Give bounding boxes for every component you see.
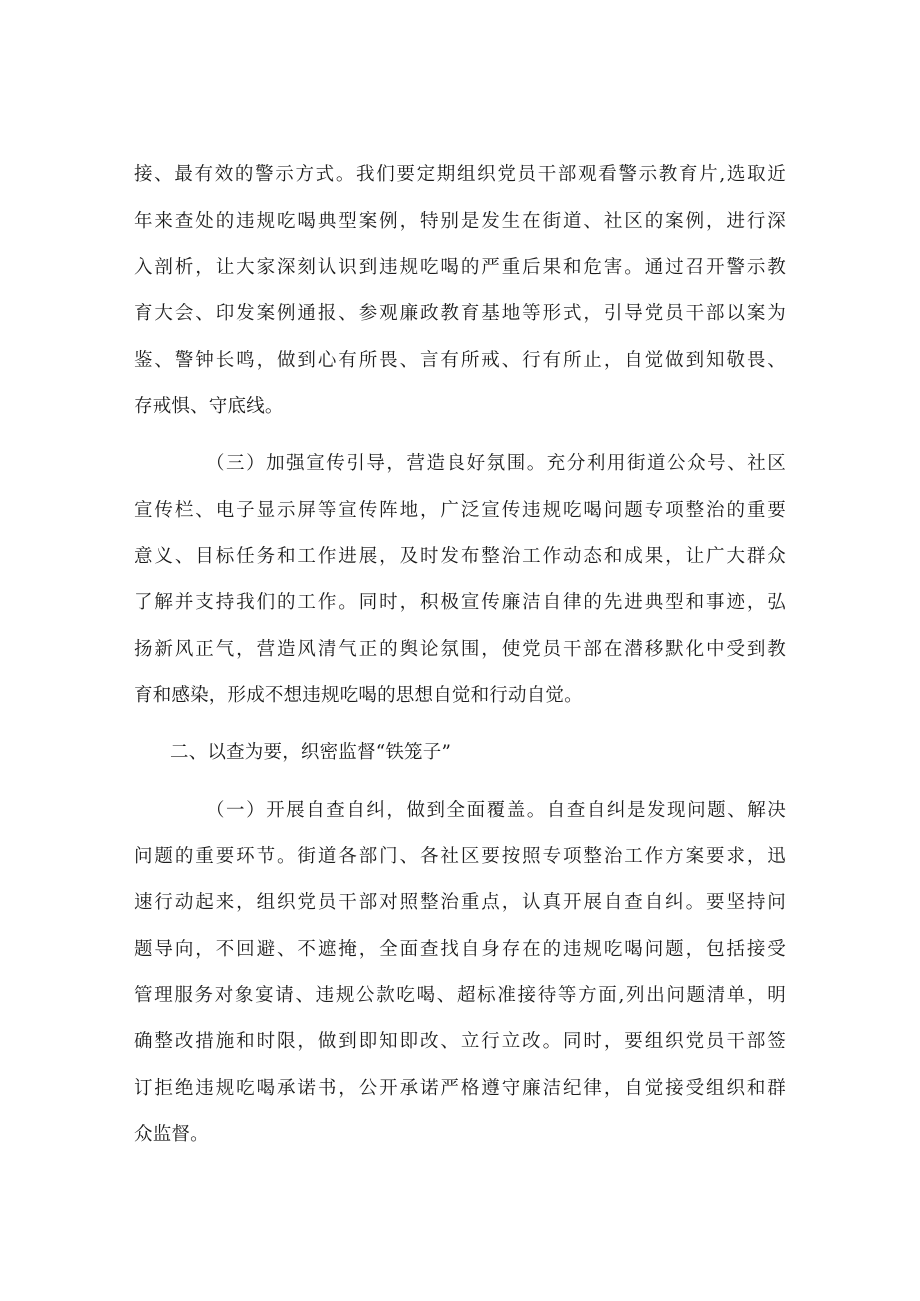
text-line: （一）开展自查自纠，做到全面覆盖。自查自纠是发现问题、解决 (206, 800, 786, 821)
text-line: 接、最有效的警示方式。我们要定期组织党员干部观看警示教育片,选取近 (134, 164, 786, 185)
text-line: 确整改措施和时限，做到即知即改、立行立改。同时，要组织党员干部签 (134, 1031, 786, 1052)
text-line: 意义、目标任务和工作进展，及时发布整治工作动态和成果，让广大群众 (134, 546, 786, 567)
text-line: 了解并支持我们的工作。同时，积极宣传廉洁自律的先进典型和事迹，弘 (134, 592, 786, 613)
text-line: 扬新风正气，营造风清气正的舆论氛围，使党员干部在潜移默化中受到教 (134, 639, 786, 660)
text-line: 存戒惧、守底线。 (134, 396, 284, 417)
text-line: 问题的重要环节。街道各部门、各社区要按照专项整治工作方案要求，迅 (134, 846, 786, 867)
text-line: 众监督。 (134, 1124, 209, 1145)
text-line: 题导向，不回避、不遮掩，全面查找自身存在的违规吃喝问题，包括接受 (134, 939, 786, 960)
text-line: 管理服务对象宴请、违规公款吃喝、超标准接待等方面,列出问题清单，明 (134, 985, 786, 1006)
text-line: 速行动起来，组织党员干部对照整治重点，认真开展自查自纠。要坚持问 (134, 892, 786, 913)
text-line: 宣传栏、电子显示屏等宣传阵地，广泛宣传违规吃喝问题专项整治的重要 (134, 500, 786, 521)
text-line: （三）加强宣传引导，营造良好氛围。充分利用街道公众号、社区 (206, 453, 786, 474)
text-line: 鉴、警钟长鸣，做到心有所畏、言有所戒、行有所止，自觉做到知敬畏、 (134, 350, 786, 371)
text-line: 入剖析，让大家深刻认识到违规吃喝的严重后果和危害。通过召开警示教 (134, 257, 786, 278)
text-line: 订拒绝违规吃喝承诺书，公开承诺严格遵守廉洁纪律，自觉接受组织和群 (134, 1078, 786, 1099)
text-line: 育和感染，形成不想违规吃喝的思想自觉和行动自觉。 (134, 685, 583, 706)
section-heading: 二、以查为要，织密监督“铁笼子” (170, 742, 452, 763)
text-line: 育大会、印发案例通报、参观廉政教育基地等形式，引导党员干部以案为 (134, 303, 786, 324)
text-line: 年来查处的违规吃喝典型案例，特别是发生在街道、社区的案例，进行深 (134, 211, 786, 232)
